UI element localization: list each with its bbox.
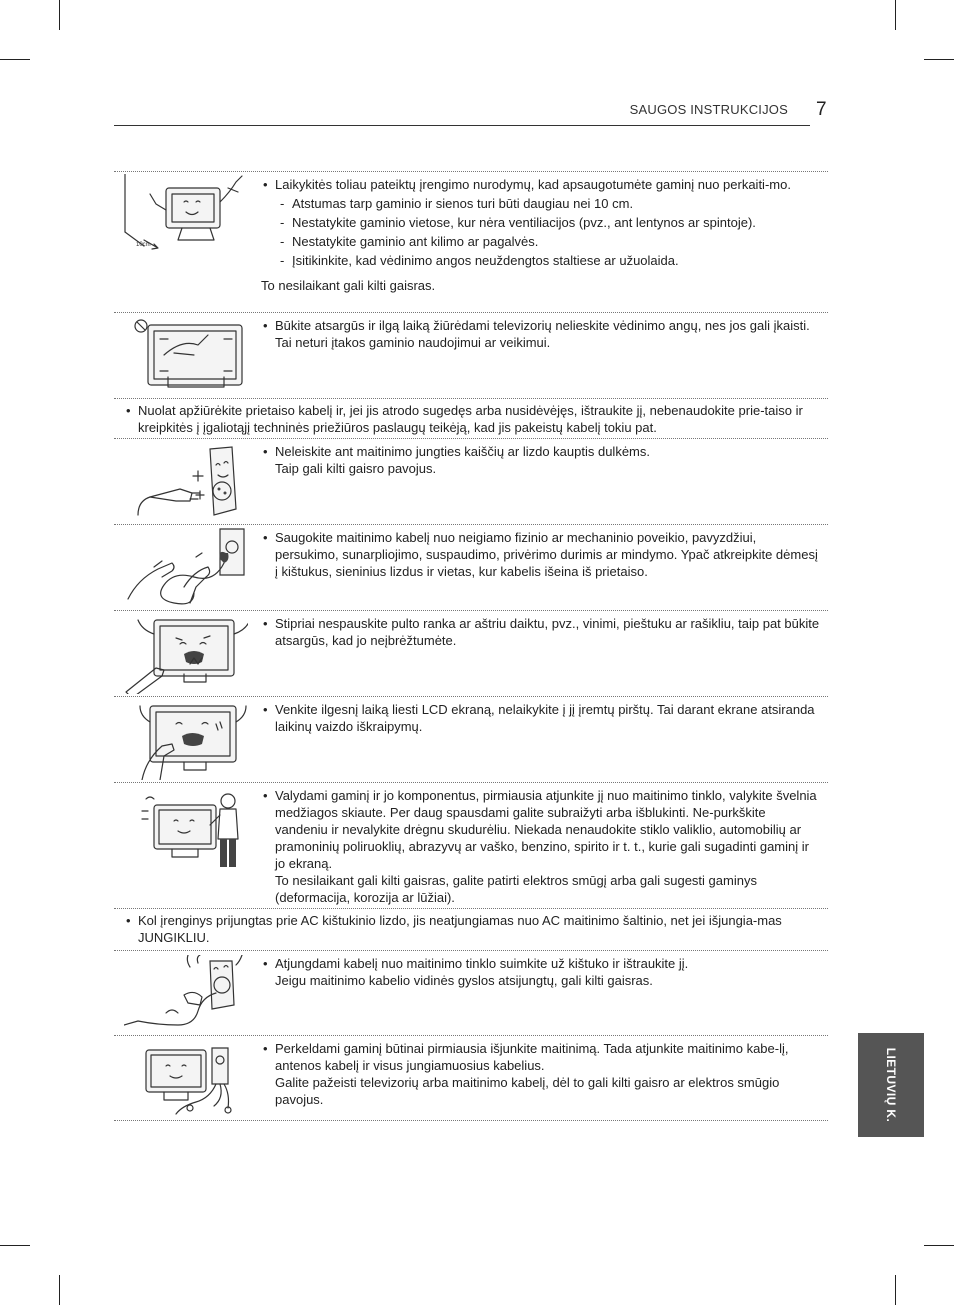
cable-damage-illustration — [124, 527, 248, 609]
crop-mark — [924, 1245, 954, 1246]
list-item — [114, 610, 828, 696]
language-tab — [858, 1033, 924, 1137]
crop-mark — [59, 1275, 60, 1305]
bullet-text: • Atjungdami kabelį nuo maitinimo tinklo suimkite už kištuko ir ištraukite jį. — [261, 955, 820, 972]
list-item — [114, 171, 828, 312]
tv-vent-illustration — [124, 317, 248, 395]
bullet-text: • Neleiskite ant maitinimo jungties kaiščių ar lizdo kauptis dulkėms. — [261, 443, 820, 460]
list-item — [114, 782, 828, 908]
moving-tv-illustration — [124, 1042, 248, 1118]
list-item — [114, 524, 828, 610]
touching-screen-illustration — [124, 700, 248, 780]
item-text — [261, 701, 820, 735]
bullet-text: • Saugokite maitinimo kabelį nuo neigiamo fizinio ar mechaninio poveikio, pavyzdžiui, persukimo, sunarpliojimo, suspaudimo, privėrimo durimis ar mindymo. Ypač atkreipkite dėmesį į kištukus, sieninius lizdus ir vietas, kur kabelis išeina iš prietaiso. — [261, 529, 820, 580]
list-item — [114, 1035, 828, 1121]
item-text — [261, 1040, 820, 1108]
bullet-text: • Stipriai nespauskite pulto ranka ar aštriu daiktu, pvz., vinimi, pieštuku ar rašikliu, taip pat būkite atsargūs, kad jo neįbrėžtumėte. — [261, 615, 820, 649]
list-item — [114, 696, 828, 782]
crop-mark — [895, 0, 896, 30]
header-divider — [114, 125, 810, 126]
bullet-text: • Perkeldami gaminį būtinai pirmiausia išjunkite maitinimą. Tada atjunkite maitinimo kabe-lį, antenos kabelį ir visus jungiamuosius kabelius. — [261, 1040, 820, 1074]
item-text — [124, 402, 820, 436]
cleaning-tv-illustration — [124, 791, 248, 871]
tv-wall-clearance-illustration — [124, 174, 248, 250]
dusty-outlet-illustration — [124, 443, 248, 521]
item-text — [124, 912, 820, 946]
item-text — [261, 787, 820, 906]
language-tab-label: LIETUVIŲ K. — [884, 1047, 898, 1123]
crop-mark — [0, 1245, 30, 1246]
item-text — [261, 176, 820, 294]
sub-item: - Nestatykite gaminio ant kilimo ar pagalvės. — [261, 233, 820, 250]
list-item — [114, 950, 828, 1035]
item-text — [261, 615, 820, 649]
bullet-text: • Laikykitės toliau pateiktų įrengimo nurodymų, kad apsaugotumėte gaminį nuo perkaiti-mo. — [261, 176, 820, 193]
bullet-text: • Venkite ilgesnį laiką liesti LCD ekraną, nelaikykite į jį įremtų pirštų. Tai darant ekrane atsiranda laikinų vaizdo iškraipymų. — [261, 701, 820, 735]
bullet-text: • Kol įrenginys prijungtas prie AC kištukinio lizdo, jis neatjungiamas nuo AC maitinimo šaltinio, net jei išjungia-mas JUNGIKLIU. — [124, 912, 820, 946]
safety-list — [114, 171, 828, 1121]
list-item — [114, 398, 828, 438]
distance-label: 10cm — [136, 242, 151, 248]
crop-mark — [924, 59, 954, 60]
list-item — [114, 908, 828, 950]
bullet-text: • Nuolat apžiūrėkite prietaiso kabelį ir, jei jis atrodo sugedęs arba nusidėvėjęs, ištraukite jį, nebenaudokite prie-taiso ir kreipkitės į įgaliotąjį techninės priežiūros paslaugų teikėją, kad jis pakeistų kabelį tokiu pat. — [124, 402, 820, 436]
unplug-cable-illustration — [124, 955, 248, 1033]
crop-mark — [895, 1275, 896, 1305]
item-text — [261, 955, 820, 989]
crop-mark — [59, 0, 60, 30]
item-text — [261, 443, 820, 477]
item-text — [261, 529, 820, 580]
crop-mark — [0, 59, 30, 60]
section-title: SAUGOS INSTRUKCIJOS — [629, 102, 788, 117]
list-item — [114, 312, 828, 398]
bullet-text: • Būkite atsargūs ir ilgą laiką žiūrėdami televizorių nelieskite vėdinimo angų, nes jos gali įkaisti. Tai neturi įtakos gaminio naudojimui ar veikimui. — [261, 317, 820, 351]
continuation-text: To nesilaikant gali kilti gaisras, galite patirti elektros smūgį arba gali sugesti gaminys (deformacija, korozija ar lūžiai). — [275, 873, 757, 905]
continuation-text: Galite pažeisti televizorių arba maitinimo kabelį, dėl to gali kilti gaisro ar elektros smūgio pavojus. — [275, 1075, 780, 1107]
sub-item: - Atstumas tarp gaminio ir sienos turi būti daugiau nei 10 cm. — [261, 195, 820, 212]
bullet-text: • Valydami gaminį ir jo komponentus, pirmiausia atjunkite jį nuo maitinimo tinklo, valykite švelnia medžiagos skiaute. Per daug spausdami galite subraižyti arba išblukinti. Ne-purkškite vandeniu ir nevalykite drėgnu skudurėliu. Niekada nenaudokite stiklo valiklio, automobilių ar pramoninių poliruoklių, abrazyvų ar vaško, benzino, spirito ir t. t., kurie gali sugadinti gaminį ir jo ekraną. — [261, 787, 820, 872]
page-number: 7 — [816, 99, 827, 120]
list-item — [114, 438, 828, 524]
note-text: To nesilaikant gali kilti gaisras. — [261, 278, 436, 293]
sub-item: - Nestatykite gaminio vietose, kur nėra ventiliacijos (pvz., ant lentynos ar spintoje). — [261, 214, 820, 231]
sub-item: - Įsitikinkite, kad vėdinimo angos neuždengtos staltiese ar užuolaida. — [261, 252, 820, 269]
continuation-text: Taip gali kilti gaisro pavojus. — [275, 461, 437, 476]
continuation-text: Jeigu maitinimo kabelio vidinės gyslos atsijungtų, gali kilti gaisras. — [275, 973, 653, 988]
sharp-object-screen-illustration — [124, 614, 248, 694]
item-text — [261, 317, 820, 351]
